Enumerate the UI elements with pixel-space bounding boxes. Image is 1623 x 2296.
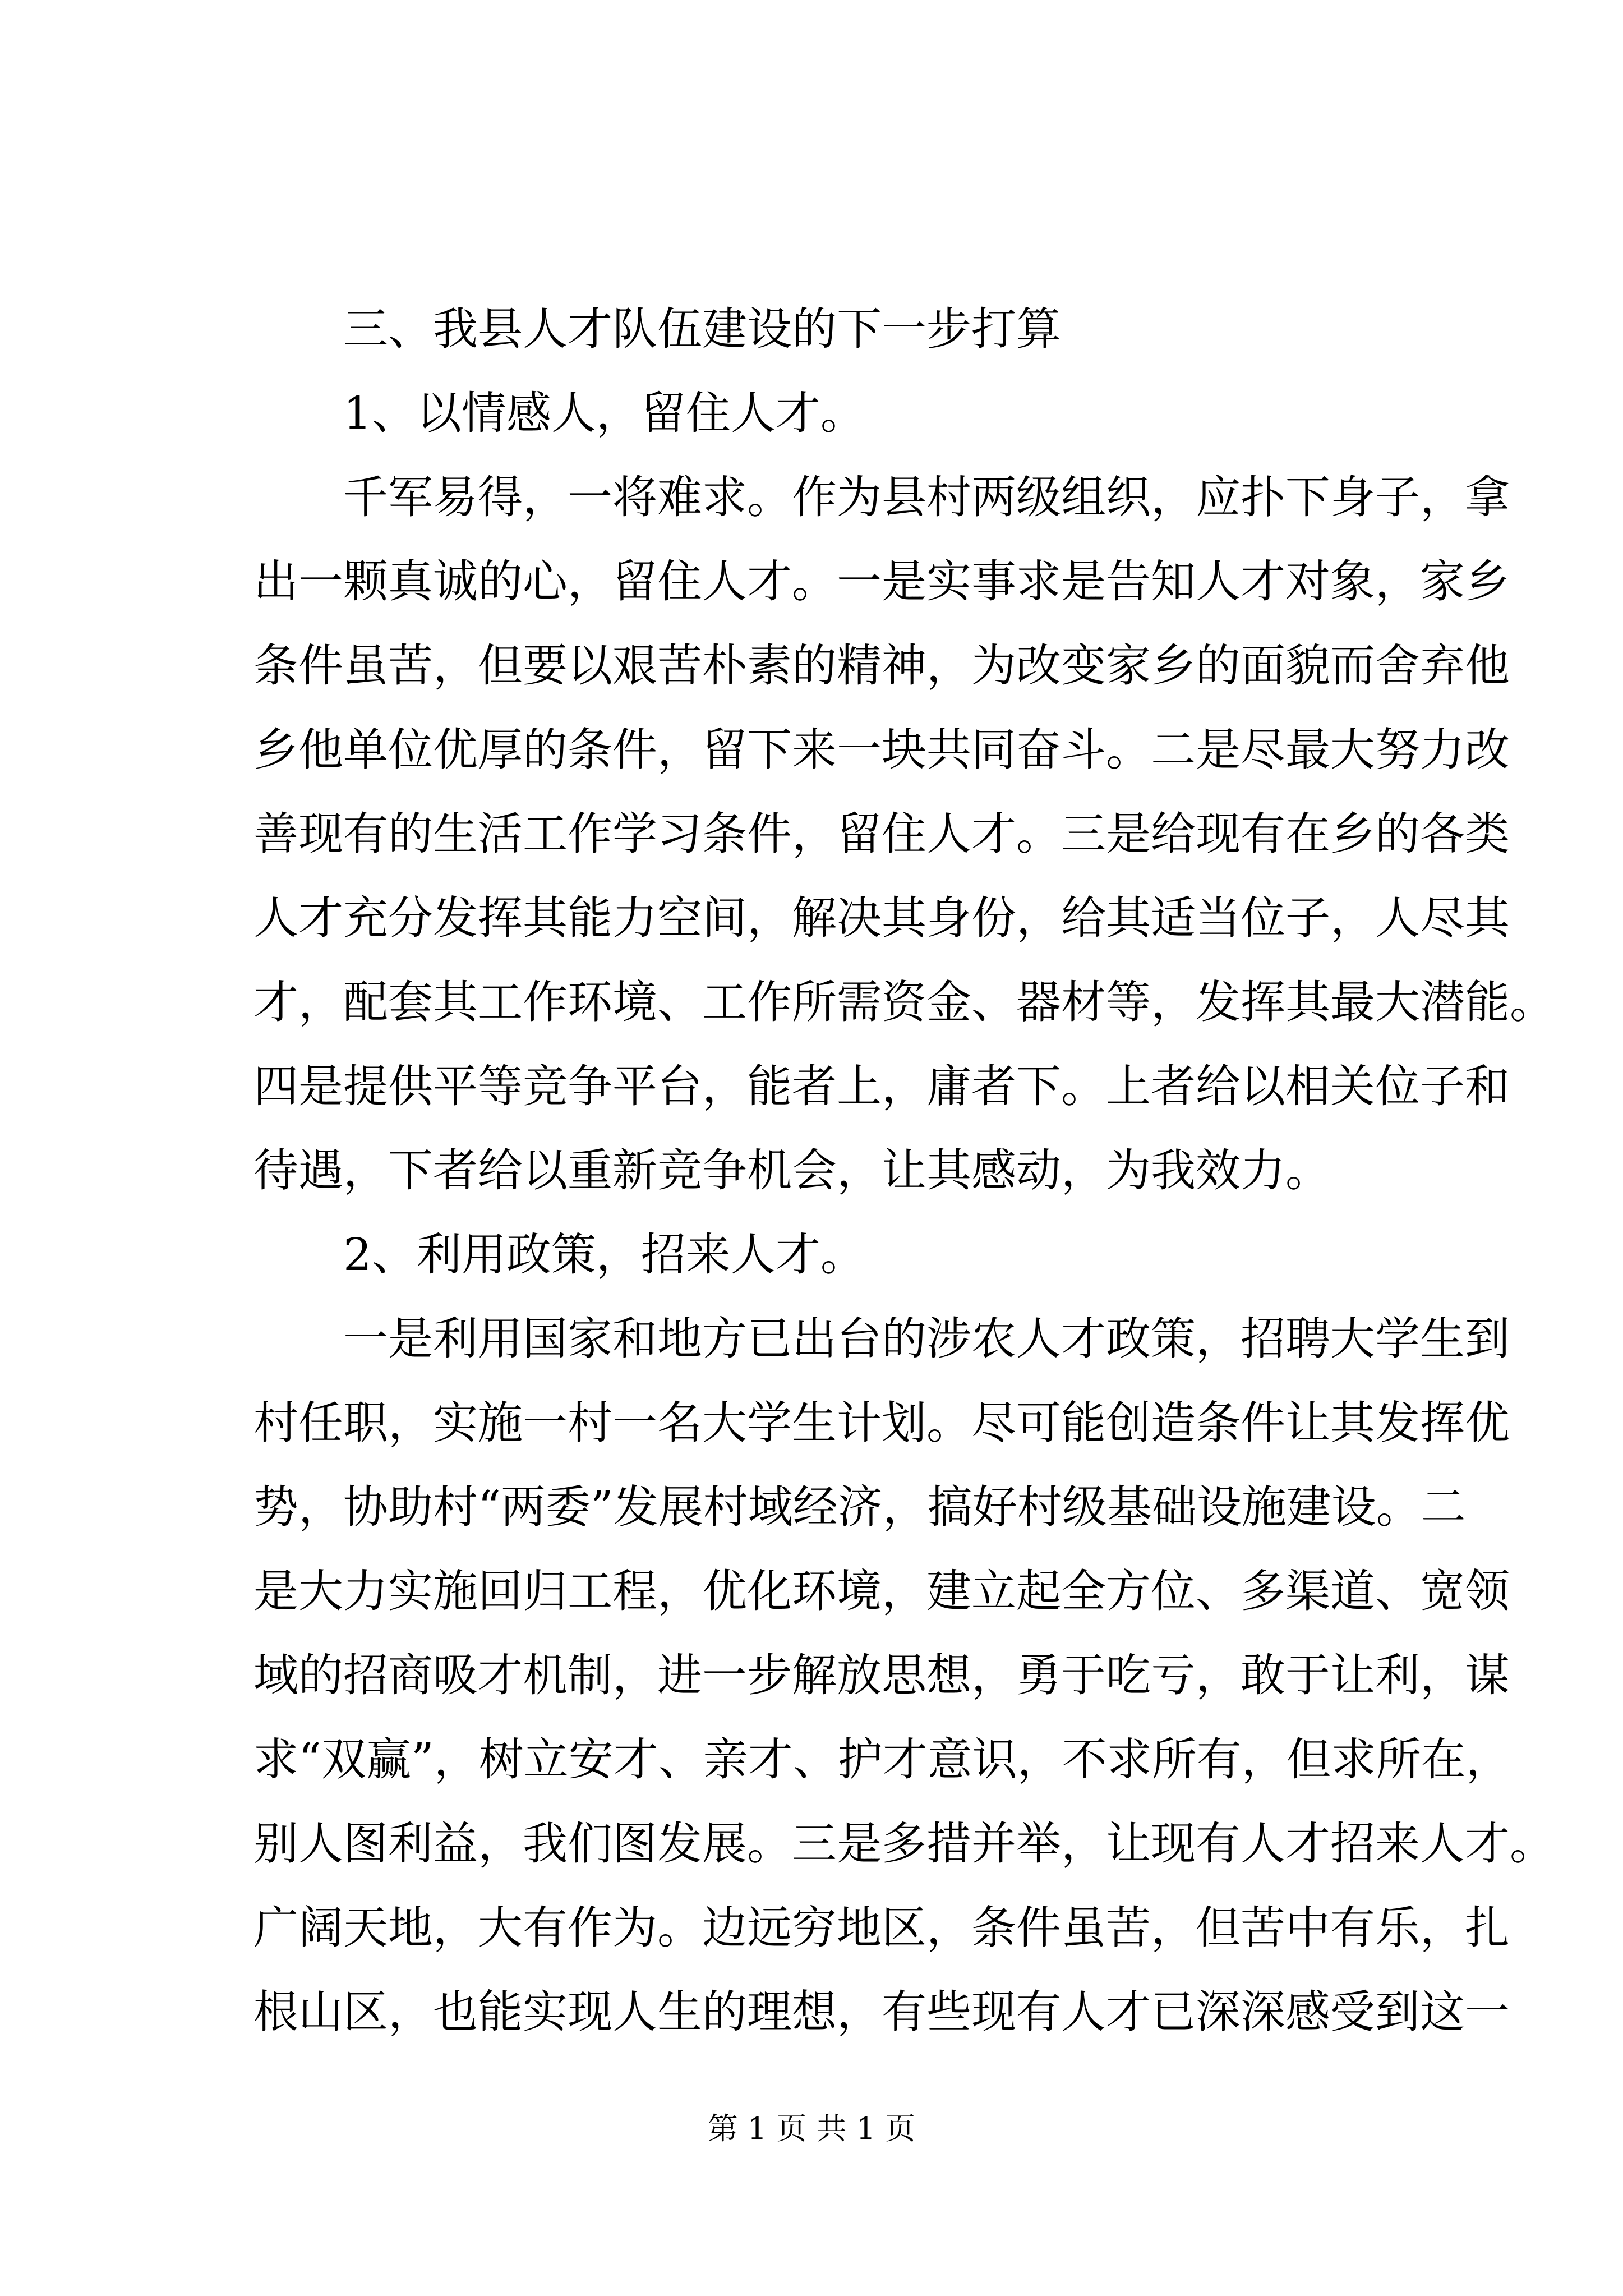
section1-paragraph-line: 出一颗真诚的心，留住人才。一是实事求是告知人才对象，家乡 [253,555,1510,608]
section2-paragraph-line: 村任职，实施一村一名大学生计划。尽可能创造条件让其发挥优 [253,1397,1510,1449]
section2-title: 2、利用政策，招来人才。 [343,1228,865,1281]
section1-paragraph-line: 千军易得，一将难求。作为县村两级组织，应扑下身子，拿 [343,471,1510,523]
section2-paragraph-line: 一是利用国家和地方已出台的涉农人才政策，招聘大学生到 [343,1313,1510,1365]
section1-paragraph-line: 善现有的生活工作学习条件，留住人才。三是给现有在乡的各类 [253,808,1510,860]
section2-paragraph-line: 别人图利益，我们图发展。三是多措并举，让现有人才招来人才。 [253,1818,1555,1870]
section2-paragraph-line: 求“双赢”，树立安才、亲才、护才意识，不求所有，但求所在， [253,1733,1511,1786]
page-number-footer: 第 1 页 共 1 页 [707,2111,916,2146]
section1-paragraph-line: 四是提供平等竞争平台，能者上，庸者下。上者给以相关位子和 [253,1060,1510,1112]
document-body [253,287,1555,2054]
section2-paragraph-line: 根山区，也能实现人生的理想，有些现有人才已深深感受到这一 [253,1986,1510,2038]
section2-paragraph-line: 域的招商吸才机制，进一步解放思想，勇于吃亏，敢于让利，谋 [253,1649,1510,1701]
section1-paragraph-line: 条件虽苦，但要以艰苦朴素的精神，为改变家乡的面貌而舍弃他 [253,639,1510,692]
section2-paragraph-line: 广阔天地，大有作为。边远穷地区，条件虽苦，但苦中有乐，扎 [253,1902,1510,1954]
section1-title: 1、以情感人，留住人才。 [343,387,865,439]
section1-paragraph-line: 乡他单位优厚的条件，留下来一块共同奋斗。二是尽最大努力改 [253,724,1510,776]
section2-paragraph-line: 是大力实施回归工程，优化环境，建立起全方位、多渠道、宽领 [253,1565,1510,1617]
section1-paragraph-line: 才，配套其工作环境、工作所需资金、器材等，发挥其最大潜能。 [253,976,1555,1028]
section1-paragraph-line: 人才充分发挥其能力空间，解决其身份，给其适当位子，人尽其 [253,892,1510,944]
section-heading: 三、我县人才队伍建设的下一步打算 [343,303,1061,355]
section2-paragraph-line: 势，协助村“两委”发展村域经济，搞好村级基础设施建设。二 [253,1481,1466,1533]
section1-paragraph-line: 待遇，下者给以重新竞争机会，让其感动，为我效力。 [253,1144,1330,1197]
